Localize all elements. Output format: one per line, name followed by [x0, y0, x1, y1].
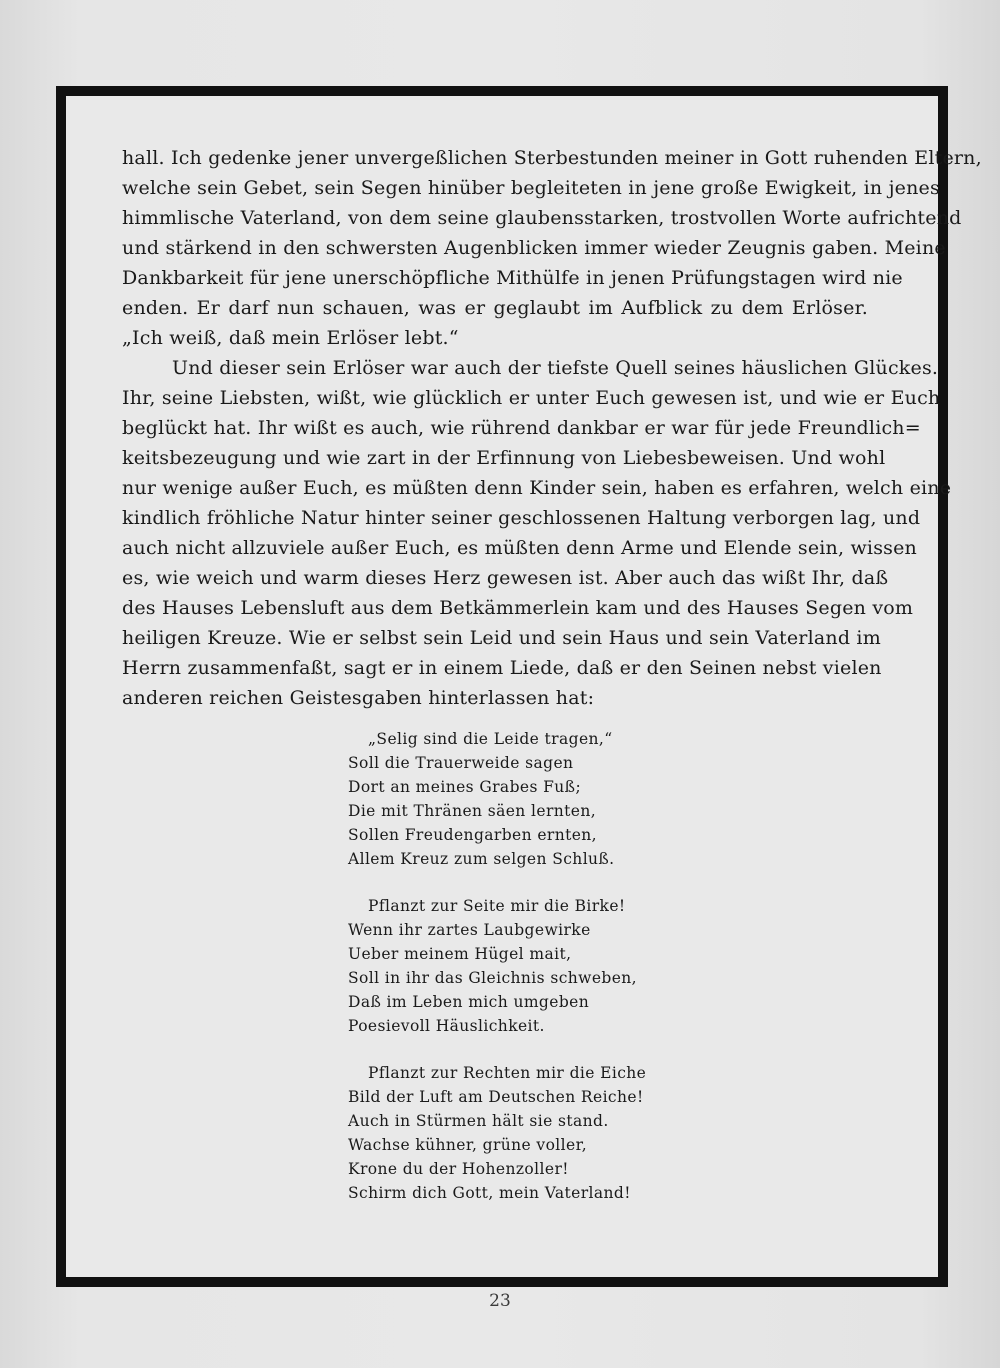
- prose-line: Und dieser sein Erlöser war auch der tiefste Quell seines häuslichen Glückes.: [172, 357, 939, 379]
- verse-line: Ueber meinem Hügel mait,: [348, 945, 572, 963]
- verse-line: Poesievoll Häuslichkeit.: [348, 1017, 545, 1035]
- prose-line: heiligen Kreuze. Wie er selbst sein Leid und sein Haus und sein Vaterland im: [122, 627, 881, 649]
- verse-line: Die mit Thränen säen lernten,: [348, 802, 597, 820]
- prose-line: des Hauses Lebensluft aus dem Betkämmerlein kam und des Hauses Segen vom: [122, 597, 914, 619]
- prose-line: himmlische Vaterland, von dem seine glaubensstarken, trostvollen Worte aufrichtend: [122, 207, 962, 229]
- page-number: 23: [489, 1291, 511, 1311]
- prose-line: Ihr, seine Liebsten, wißt, wie glücklich er unter Euch gewesen ist, und wie er Euch: [122, 387, 941, 409]
- prose-line: Dankbarkeit für jene unerschöpfliche Mithülfe in jenen Prüfungstagen wird nie: [122, 267, 903, 289]
- verse-line: Daß im Leben mich umgeben: [348, 993, 590, 1011]
- prose-line: anderen reichen Geistesgaben hinterlassen hat:: [122, 687, 595, 709]
- prose-line: hall. Ich gedenke jener unvergeßlichen Sterbestunden meiner in Gott ruhenden Eltern,: [122, 147, 982, 169]
- prose-line: beglückt hat. Ihr wißt es auch, wie rührend dankbar er war für jede Freundlich=: [122, 417, 921, 439]
- poem-stanza-1: [348, 727, 678, 871]
- prose-line: Herrn zusammenfaßt, sagt er in einem Liede, daß er den Seinen nebst vielen: [122, 657, 882, 679]
- verse-line: Auch in Stürmen hält sie stand.: [348, 1112, 609, 1130]
- prose-line: keitsbezeugung und wie zart in der Erfinnung von Liebesbeweisen. Und wohl: [122, 447, 886, 469]
- verse-line: „Selig sind die Leide tragen,“: [368, 730, 613, 748]
- poem-stanza-3: [348, 1061, 678, 1205]
- prose-line: enden. Er darf nun schauen, was er geglaubt im Aufblick zu dem Erlöser.: [122, 297, 868, 319]
- verse-line: Allem Kreuz zum selgen Schluß.: [348, 850, 615, 868]
- prose-line: es, wie weich und warm dieses Herz gewesen ist. Aber auch das wißt Ihr, daß: [122, 567, 889, 589]
- prose-line: und stärkend in den schwersten Augenblicken immer wieder Zeugnis gaben. Meine: [122, 237, 946, 259]
- poem-stanza-2: [348, 894, 678, 1038]
- verse-line: Wenn ihr zartes Laubgewirke: [348, 921, 591, 939]
- prose-line: „Ich weiß, daß mein Erlöser lebt.“: [122, 327, 459, 349]
- prose-line: auch nicht allzuviele außer Euch, es müßten denn Arme und Elende sein, wissen: [122, 537, 917, 559]
- verse-line: Wachse kühner, grüne voller,: [348, 1136, 588, 1154]
- verse-line: Schirm dich Gott, mein Vaterland!: [348, 1184, 631, 1202]
- verse-line: Sollen Freudengarben ernten,: [348, 826, 597, 844]
- prose-line: nur wenige außer Euch, es müßten denn Kinder sein, haben es erfahren, welch eine: [122, 477, 952, 499]
- verse-line: Bild der Luft am Deutschen Reiche!: [348, 1088, 644, 1106]
- verse-line: Krone du der Hohenzoller!: [348, 1160, 569, 1178]
- verse-line: Soll die Trauerweide sagen: [348, 754, 574, 772]
- poem: [348, 727, 678, 1228]
- verse-line: Soll in ihr das Gleichnis schweben,: [348, 969, 637, 987]
- prose-line: welche sein Gebet, sein Segen hinüber begleiteten in jene große Ewigkeit, in jenes: [122, 177, 940, 199]
- prose-line: kindlich fröhliche Natur hinter seiner geschlossenen Haltung verborgen lag, und: [122, 507, 921, 529]
- prose-body: [122, 143, 982, 713]
- verse-line: Pflanzt zur Rechten mir die Eiche: [368, 1064, 647, 1082]
- verse-line: Dort an meines Grabes Fuß;: [348, 778, 582, 796]
- verse-line: Pflanzt zur Seite mir die Birke!: [368, 897, 626, 915]
